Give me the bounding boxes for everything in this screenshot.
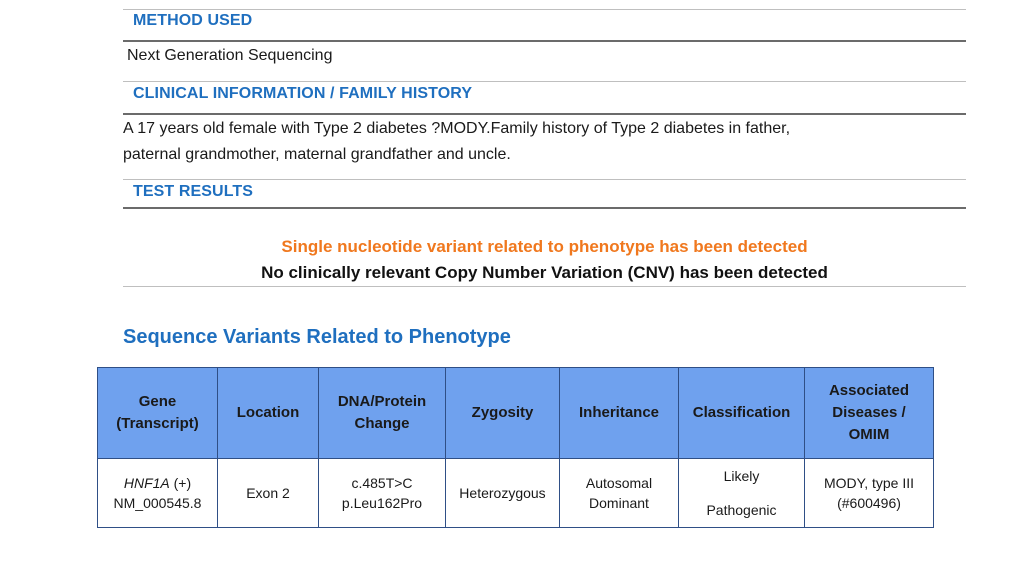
header-assoc-line2: Diseases /: [832, 404, 906, 421]
header-classification: Classification: [679, 368, 805, 459]
inheritance-line2: Dominant: [589, 495, 649, 511]
divider: [123, 9, 966, 10]
divider: [123, 179, 966, 180]
cell-dna-protein: [319, 459, 446, 528]
divider: [123, 113, 966, 115]
divider: [123, 286, 966, 287]
cell-inheritance: [560, 459, 679, 528]
header-dna-protein: [319, 368, 446, 459]
clinical-text-line1: A 17 years old female with Type 2 diabetes ?MODY.Family history of Type 2 diabetes in father,: [123, 120, 791, 137]
cell-classification: [679, 459, 805, 528]
inheritance-line1: Autosomal: [585, 475, 653, 491]
divider: [123, 40, 966, 42]
cell-gene: [98, 459, 218, 528]
disease-name: MODY, type III: [824, 475, 914, 491]
cnv-statement: No clinically relevant Copy Number Variation (CNV) has been detected: [261, 263, 828, 282]
variants-table: [97, 367, 934, 528]
clinical-text-line2: paternal grandmother, maternal grandfather and uncle.: [123, 146, 511, 163]
header-zygosity: Zygosity: [446, 368, 560, 459]
cell-location: Exon 2: [218, 459, 319, 528]
dna-change: c.485T>C: [351, 475, 413, 491]
header-assoc-line3: OMIM: [848, 426, 890, 443]
header-gene-line2: (Transcript): [116, 415, 199, 432]
table-row: [98, 459, 934, 528]
variants-title: Sequence Variants Related to Phenotype: [123, 326, 511, 348]
divider: [123, 207, 966, 209]
divider: [123, 81, 966, 82]
header-dna-line1: DNA/Protein: [337, 393, 427, 410]
omim-id: (#600496): [837, 495, 901, 511]
gene-symbol: HNF1A: [123, 475, 170, 491]
method-text: Next Generation Sequencing: [127, 47, 333, 64]
table-header-row: [98, 368, 934, 459]
cell-zygosity: Heterozygous: [446, 459, 560, 528]
results-heading: TEST RESULTS: [133, 183, 254, 200]
clinical-heading: CLINICAL INFORMATION / FAMILY HISTORY: [133, 85, 473, 102]
header-location: Location: [218, 368, 319, 459]
header-dna-line2: Change: [354, 415, 410, 432]
clinical-text: [123, 116, 790, 168]
classification-line1: Likely: [723, 468, 760, 484]
gene-strand: (+): [169, 475, 192, 491]
cell-associated-disease: [805, 459, 934, 528]
gene-symbol-line: [102, 473, 213, 493]
header-gene-line1: Gene: [138, 393, 177, 410]
method-heading: METHOD USED: [133, 12, 253, 29]
header-inheritance: Inheritance: [560, 368, 679, 459]
header-gene: [98, 368, 218, 459]
classification-line2: Pathogenic: [706, 502, 777, 518]
header-associated-diseases: [805, 368, 934, 459]
snv-statement: Single nucleotide variant related to phenotype has been detected: [281, 237, 808, 256]
header-assoc-line1: Associated: [828, 382, 910, 399]
protein-change: p.Leu162Pro: [341, 495, 423, 511]
transcript: NM_000545.8: [113, 495, 202, 511]
